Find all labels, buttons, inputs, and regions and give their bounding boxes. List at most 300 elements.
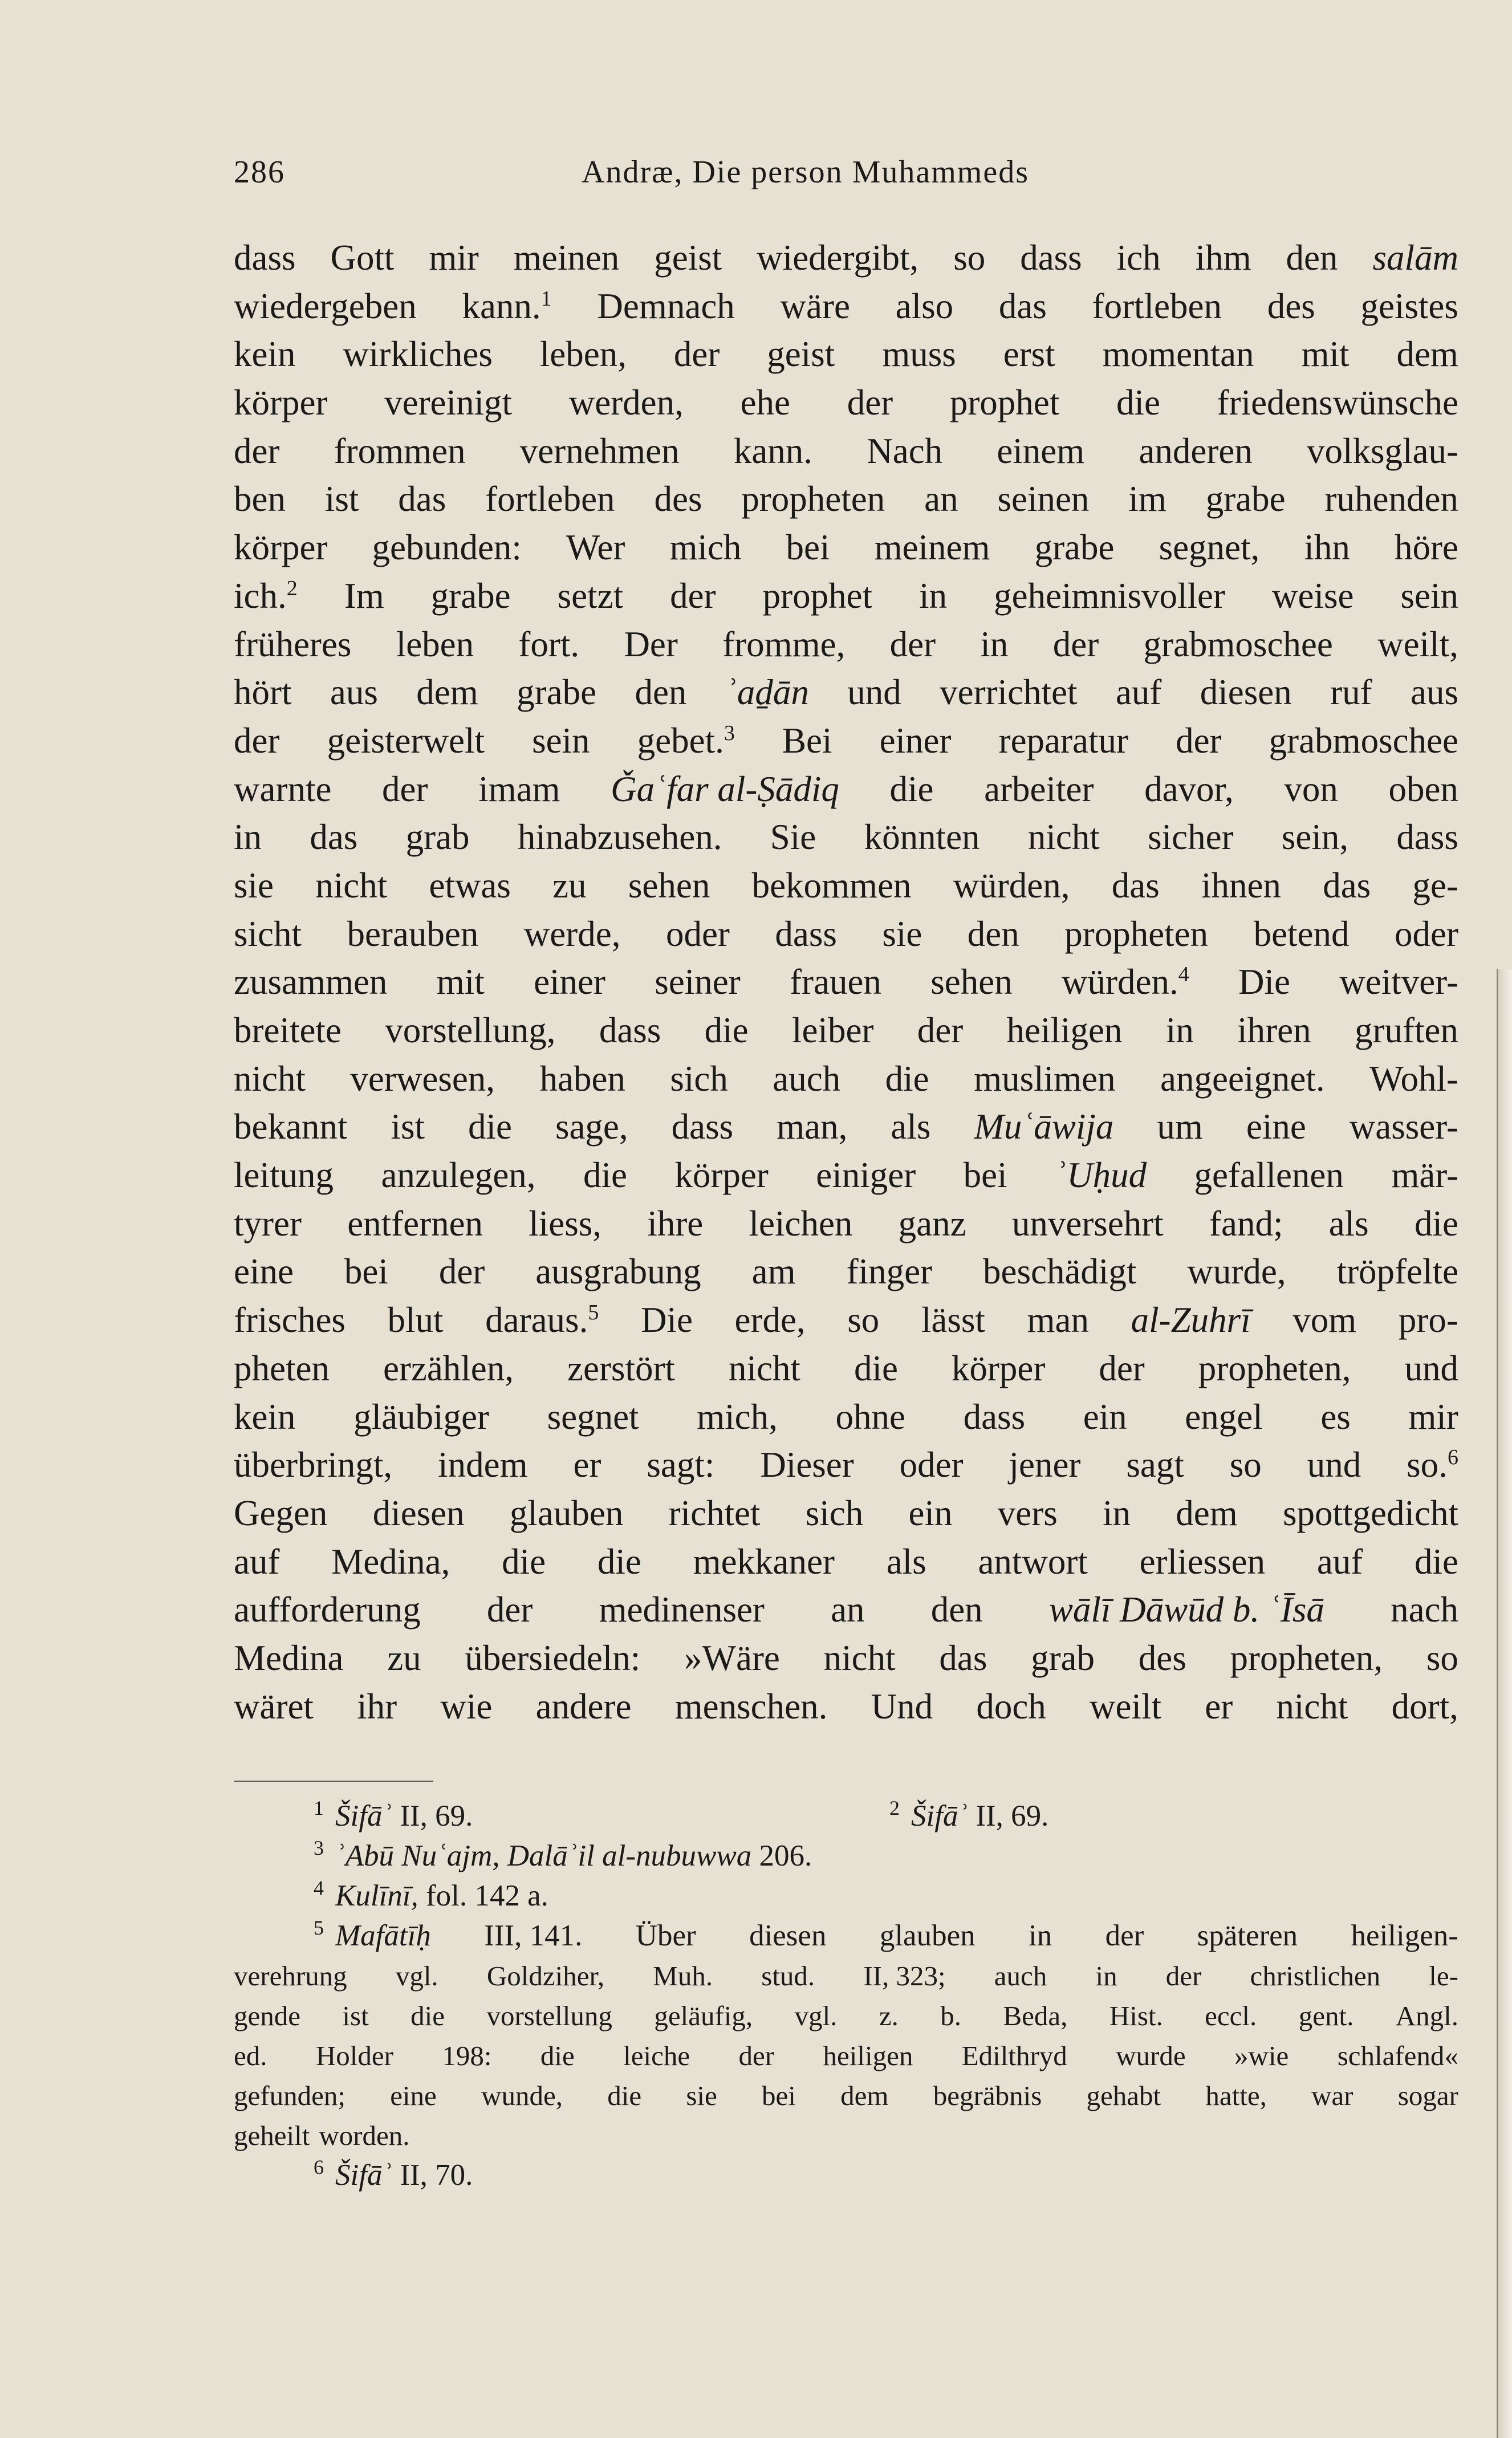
word: grab [405, 817, 470, 858]
footnote-mark: 2 [889, 1797, 900, 1820]
word: hatte, [1205, 2080, 1267, 2111]
word: körper [951, 1348, 1046, 1388]
word: ist [391, 1107, 425, 1147]
word: leben [396, 624, 474, 664]
word: seiner [655, 962, 741, 1002]
footnote-reference: II, 69. [968, 1799, 1049, 1832]
word: grabmoschee [1143, 624, 1333, 664]
word: oben [1388, 769, 1458, 809]
word: als [1328, 1203, 1369, 1244]
word: den [635, 672, 687, 713]
word: grabe [430, 575, 511, 616]
word: mich [669, 527, 742, 568]
footnote-line [234, 2075, 1458, 2115]
word: erliessen [1139, 1541, 1266, 1582]
word: Edilthryd [961, 2040, 1067, 2071]
footnote-mark: 5 [314, 1916, 324, 1940]
word: blut [387, 1300, 444, 1340]
word: Goldziher, [486, 1960, 605, 1992]
text-line [234, 1393, 1458, 1441]
text-line [234, 1344, 1458, 1393]
word: das [1323, 865, 1371, 905]
word: die [607, 2080, 642, 2111]
word: würden, [953, 865, 1070, 905]
word: pheten [234, 1348, 330, 1388]
text-line [234, 330, 1458, 379]
word: Ǧaʿfar al-Ṣādiq [611, 769, 839, 809]
word: und [1307, 1445, 1361, 1485]
word: setzt [557, 575, 624, 616]
word: der [889, 624, 936, 664]
word: b. [940, 2000, 962, 2031]
word: diesen [749, 1919, 827, 1952]
text-line [234, 1151, 1458, 1200]
word: glauben [509, 1493, 624, 1533]
word: leiber [791, 1010, 874, 1050]
word: aus [1411, 672, 1458, 713]
word: ed. [234, 2040, 267, 2071]
word: gebunden: [372, 527, 522, 568]
word: wasser- [1349, 1107, 1458, 1147]
word: Hist. [1109, 2000, 1163, 2031]
word: schlafend« [1337, 2040, 1458, 2071]
word: aufforderung [234, 1590, 421, 1630]
word: menschen. [674, 1686, 828, 1726]
word: bekommen [751, 865, 912, 905]
word: dass [1020, 238, 1082, 278]
word: gefallenen [1194, 1155, 1344, 1196]
word: so [953, 238, 986, 278]
word: fromme, [722, 624, 846, 664]
footnote-reference: II, 70. [392, 2159, 473, 2192]
word: in [919, 575, 948, 616]
word: finger [846, 1251, 933, 1292]
word: mekkaner [693, 1541, 835, 1582]
word: der [847, 383, 893, 423]
word: anzulegen, [381, 1155, 536, 1196]
word: al-Zuhrī [1131, 1300, 1251, 1340]
word: betend [1253, 913, 1350, 954]
word: vorstellung, [385, 1010, 556, 1050]
word: arbeiter [984, 769, 1094, 809]
word: so [847, 1300, 880, 1340]
word: erzählen, [383, 1348, 514, 1388]
word: sicht [234, 913, 302, 954]
text-line [234, 1006, 1458, 1055]
word: volksglau- [1307, 430, 1458, 471]
word: die [540, 2040, 575, 2071]
word: von [1284, 769, 1338, 809]
word: salām [1372, 238, 1458, 278]
footnote-mark: 4 [314, 1876, 324, 1900]
word: Wohl- [1369, 1058, 1458, 1099]
word: am [751, 1251, 796, 1292]
word: propheten [1064, 913, 1209, 954]
word: engel [1185, 1396, 1263, 1437]
word: das [998, 286, 1047, 326]
word: ruhenden [1324, 479, 1458, 519]
footnote-divider [234, 1781, 433, 1782]
word: frisches [234, 1300, 346, 1340]
word: vgl. [395, 1960, 438, 1992]
word: weitver- [1339, 962, 1458, 1002]
word: mit [1301, 334, 1350, 375]
word: wäre [780, 286, 850, 326]
word: geheilt [234, 2120, 310, 2151]
word: imam [478, 769, 560, 809]
word: einem [997, 430, 1085, 471]
word: zu [387, 1637, 421, 1678]
word: begräbnis [933, 2080, 1042, 2111]
word: ihr [357, 1686, 397, 1726]
text-line [234, 282, 1458, 331]
word: lässt [921, 1300, 985, 1340]
word: breitete [234, 1010, 342, 1050]
word: fort. [518, 624, 580, 664]
word: erst [1003, 334, 1055, 375]
word: bekannt [234, 1107, 348, 1147]
word: Über [635, 1919, 696, 1952]
word: dort, [1391, 1686, 1458, 1726]
word: le- [1429, 1960, 1458, 1992]
word: Bei [782, 720, 832, 761]
word: leichen [749, 1203, 853, 1244]
word: der [1176, 720, 1222, 761]
word: in [1028, 1919, 1052, 1952]
word: des [654, 479, 702, 519]
word: beschädigt [983, 1251, 1137, 1292]
word: diesen [372, 1493, 465, 1533]
word: hinabzusehen. [517, 817, 722, 858]
text-line [234, 1103, 1458, 1151]
word: leiche [623, 2040, 690, 2071]
text-line [234, 1683, 1458, 1731]
word: ich.2 [234, 575, 298, 616]
footnote-line [234, 1996, 1458, 2035]
word: ruf [1330, 672, 1372, 713]
word: auch [994, 1960, 1047, 1992]
word: geist [654, 238, 722, 278]
word: den [930, 1590, 983, 1630]
footnote-line [234, 1956, 1458, 1996]
footnote-source: Šifāʾ [335, 2159, 393, 2192]
word: des [1267, 286, 1315, 326]
word: weise [1272, 575, 1354, 616]
word: dass [775, 913, 837, 954]
word: an [831, 1590, 865, 1630]
word: dass [963, 1396, 1026, 1437]
word: bei [786, 527, 830, 568]
word: die [704, 1010, 749, 1050]
word: heiligen [823, 2040, 913, 2071]
word: höre [1394, 527, 1458, 568]
word: ich [1116, 238, 1161, 278]
word: die [885, 1058, 929, 1099]
word: eine [390, 2080, 437, 2111]
word: geistes [1360, 286, 1458, 326]
word: nach [1391, 1590, 1458, 1630]
word: Wer [566, 527, 625, 568]
word: z. [879, 2000, 899, 2031]
footnote-source: Mafātīḥ [335, 1919, 431, 1952]
word: gefunden; [234, 2080, 346, 2111]
word: Holder [315, 2040, 393, 2071]
body-text [234, 234, 1458, 1730]
word: werde, [523, 913, 621, 954]
word: wunde, [481, 2080, 563, 2111]
word: vgl. [794, 2000, 838, 2031]
word: in [234, 817, 262, 858]
word: geläufig, [654, 2000, 753, 2031]
word: ohne [835, 1396, 905, 1437]
word: Medina [234, 1637, 344, 1678]
word: einer [534, 962, 605, 1002]
word: Angl. [1395, 2000, 1458, 2031]
word: das [310, 817, 358, 858]
word: ihre [647, 1203, 704, 1244]
word: muslimen [974, 1058, 1116, 1099]
word: meinem [874, 527, 990, 568]
word: muss [882, 334, 956, 375]
word: einiger [816, 1155, 916, 1196]
word: segnet [547, 1396, 639, 1437]
running-title: Andræ, Die person Muhammeds [582, 155, 1030, 190]
text-line [234, 379, 1458, 427]
word: »wie [1234, 2040, 1289, 2071]
text-line [234, 668, 1458, 717]
word: Demnach [597, 286, 735, 326]
word: der [438, 1251, 485, 1292]
word: stud. [761, 1960, 815, 1992]
footnote-5 [234, 1916, 1458, 2155]
word: kein [234, 334, 296, 375]
word: spottgedicht [1283, 1493, 1458, 1533]
word: der [382, 769, 428, 809]
word: Muʿāwija [974, 1107, 1114, 1147]
word: kein [234, 1396, 296, 1437]
word: also [895, 286, 954, 326]
page-header [234, 154, 1112, 205]
word: dass [234, 238, 296, 278]
word: wurde [1116, 2040, 1186, 2071]
word: worden. [319, 2120, 410, 2151]
footnote-reference: fol. 142 a. [418, 1879, 548, 1912]
word: wäret [234, 1686, 314, 1726]
word: sein [532, 720, 590, 761]
word: so [1426, 1637, 1458, 1678]
word: das [398, 479, 446, 519]
word: vers [997, 1493, 1058, 1533]
footnote-source: ʾAbū Nuʿajm, Dalāʾil al-nubuwwa [335, 1839, 752, 1872]
word: zerstört [567, 1348, 675, 1388]
word: verehrung [234, 1960, 347, 1992]
word: bei [963, 1155, 1007, 1196]
word: sein, [1281, 817, 1349, 858]
word: nicht [1276, 1686, 1348, 1726]
word: friedenswünsche [1217, 383, 1458, 423]
footnote-1 [234, 1799, 473, 1832]
word: dem [840, 2080, 889, 2111]
word: sie [686, 2080, 717, 2111]
word: doch [976, 1686, 1046, 1726]
word: tröpfelte [1336, 1251, 1458, 1292]
text-line [234, 1586, 1458, 1634]
word: heiligen- [1351, 1919, 1458, 1952]
footnote-mark: 6 [314, 2156, 324, 2179]
word: der [486, 1590, 533, 1630]
word: oder [899, 1445, 964, 1485]
word: warnte [234, 769, 332, 809]
word: wiedergeben [234, 286, 417, 326]
word: momentan [1102, 334, 1254, 375]
word: weilt [1090, 1686, 1161, 1726]
word: als [891, 1107, 931, 1147]
footnote-6 [234, 2155, 1458, 2195]
word: kann. [733, 430, 813, 471]
word: geisterwelt [327, 720, 485, 761]
word: 198: [442, 2040, 492, 2071]
word: angeeignet. [1160, 1058, 1325, 1099]
word: die [502, 1541, 546, 1582]
word: mich, [697, 1396, 778, 1437]
text-line [234, 813, 1458, 862]
word: in [980, 624, 1009, 664]
word: der [1052, 624, 1099, 664]
word: die [583, 1155, 627, 1196]
word: ʾaḏān [725, 672, 809, 713]
word: vorstellung [486, 2000, 612, 2031]
word: den [967, 913, 1019, 954]
word: auf [1316, 1541, 1363, 1582]
word: ihm [1195, 238, 1251, 278]
text-line [234, 958, 1458, 1006]
word: mit [436, 962, 485, 1002]
word: Im [344, 575, 384, 616]
word: pro- [1398, 1300, 1458, 1340]
word: etwas [429, 865, 511, 905]
word: davor, [1144, 769, 1234, 809]
word: fortleben [1092, 286, 1222, 326]
word: frauen [790, 962, 881, 1002]
page-edge [1497, 969, 1512, 2438]
word: sage, [555, 1107, 628, 1147]
word: Die [640, 1300, 693, 1340]
word: man, [777, 1107, 848, 1147]
word: fortleben [485, 479, 615, 519]
word: ihnen [1201, 865, 1281, 905]
word: nicht [315, 865, 388, 905]
word: gehabt [1086, 2080, 1161, 2111]
word: in [1103, 1493, 1131, 1533]
word: man [1027, 1300, 1090, 1340]
word: sie [882, 913, 922, 954]
word: in [1165, 1010, 1194, 1050]
word: leitung [234, 1155, 334, 1196]
text-line [234, 862, 1458, 910]
word: mir [429, 238, 479, 278]
word: ehe [740, 383, 790, 423]
word: im [1128, 479, 1166, 519]
word: Gegen [234, 1493, 328, 1533]
footnote-reference: II, 69. [392, 1799, 473, 1832]
word: christlichen [1250, 1960, 1381, 1992]
word: und [847, 672, 901, 713]
word: grabmoschee [1269, 720, 1458, 761]
footnote-line [234, 1916, 1458, 1956]
word: die [597, 1541, 641, 1582]
word: oder [1395, 913, 1458, 954]
word: vernehmen [519, 430, 680, 471]
word: aus [330, 672, 378, 713]
text-line [234, 765, 1458, 814]
word: sie [234, 865, 274, 905]
word: wiedergibt, [757, 238, 919, 278]
word: früheres [234, 624, 352, 664]
word: haben [539, 1058, 625, 1099]
text-line [234, 620, 1458, 669]
word: sagt [1126, 1445, 1184, 1485]
word: liess, [529, 1203, 602, 1244]
word: könnten [864, 817, 980, 858]
word: sehen [930, 962, 1013, 1002]
word: nicht [823, 1637, 896, 1678]
text-line [234, 523, 1458, 572]
word: der [234, 720, 280, 761]
word: berauben [347, 913, 479, 954]
word: eccl. [1205, 2000, 1257, 2031]
word: mir [1408, 1396, 1458, 1437]
word: prophet [762, 575, 873, 616]
word: tyrer [234, 1203, 302, 1244]
word: propheten, [1230, 1637, 1383, 1678]
text-line [234, 234, 1458, 282]
footnote-line [234, 2035, 1458, 2075]
word: ein [1083, 1396, 1127, 1437]
word: wālī Dāwūd b. ʿĪsā [1048, 1590, 1324, 1630]
word: verwesen, [350, 1058, 495, 1099]
text-line [234, 427, 1458, 476]
word: die [889, 769, 934, 809]
word: gende [234, 2000, 300, 2031]
word: der [1165, 1960, 1202, 1992]
word: anderen [1139, 430, 1253, 471]
word: eine [1246, 1107, 1306, 1147]
word: der [738, 2040, 775, 2071]
word: der [1105, 1919, 1144, 1952]
footnote-4 [234, 1876, 1458, 1916]
footnote-source: Šifāʾ [911, 1799, 969, 1832]
word: ein [908, 1493, 953, 1533]
word: dem [1396, 334, 1458, 375]
word: auf [234, 1541, 280, 1582]
word: »Wäre [684, 1637, 780, 1678]
text-line [234, 572, 1458, 620]
footnote-mark: 1 [314, 1797, 324, 1820]
word: überbringt, [234, 1445, 393, 1485]
word: es [1320, 1396, 1351, 1437]
footnotes [234, 1796, 1458, 2195]
word: Sie [770, 817, 816, 858]
word: dass [1396, 817, 1458, 858]
word: ausgrabung [535, 1251, 701, 1292]
word: ganz [898, 1203, 966, 1244]
word: das [939, 1637, 987, 1678]
word: der [917, 1010, 964, 1050]
word: und [1404, 1348, 1458, 1388]
word: leben, [539, 334, 627, 375]
word: daraus.5 [485, 1300, 599, 1340]
word: er [1205, 1686, 1233, 1726]
